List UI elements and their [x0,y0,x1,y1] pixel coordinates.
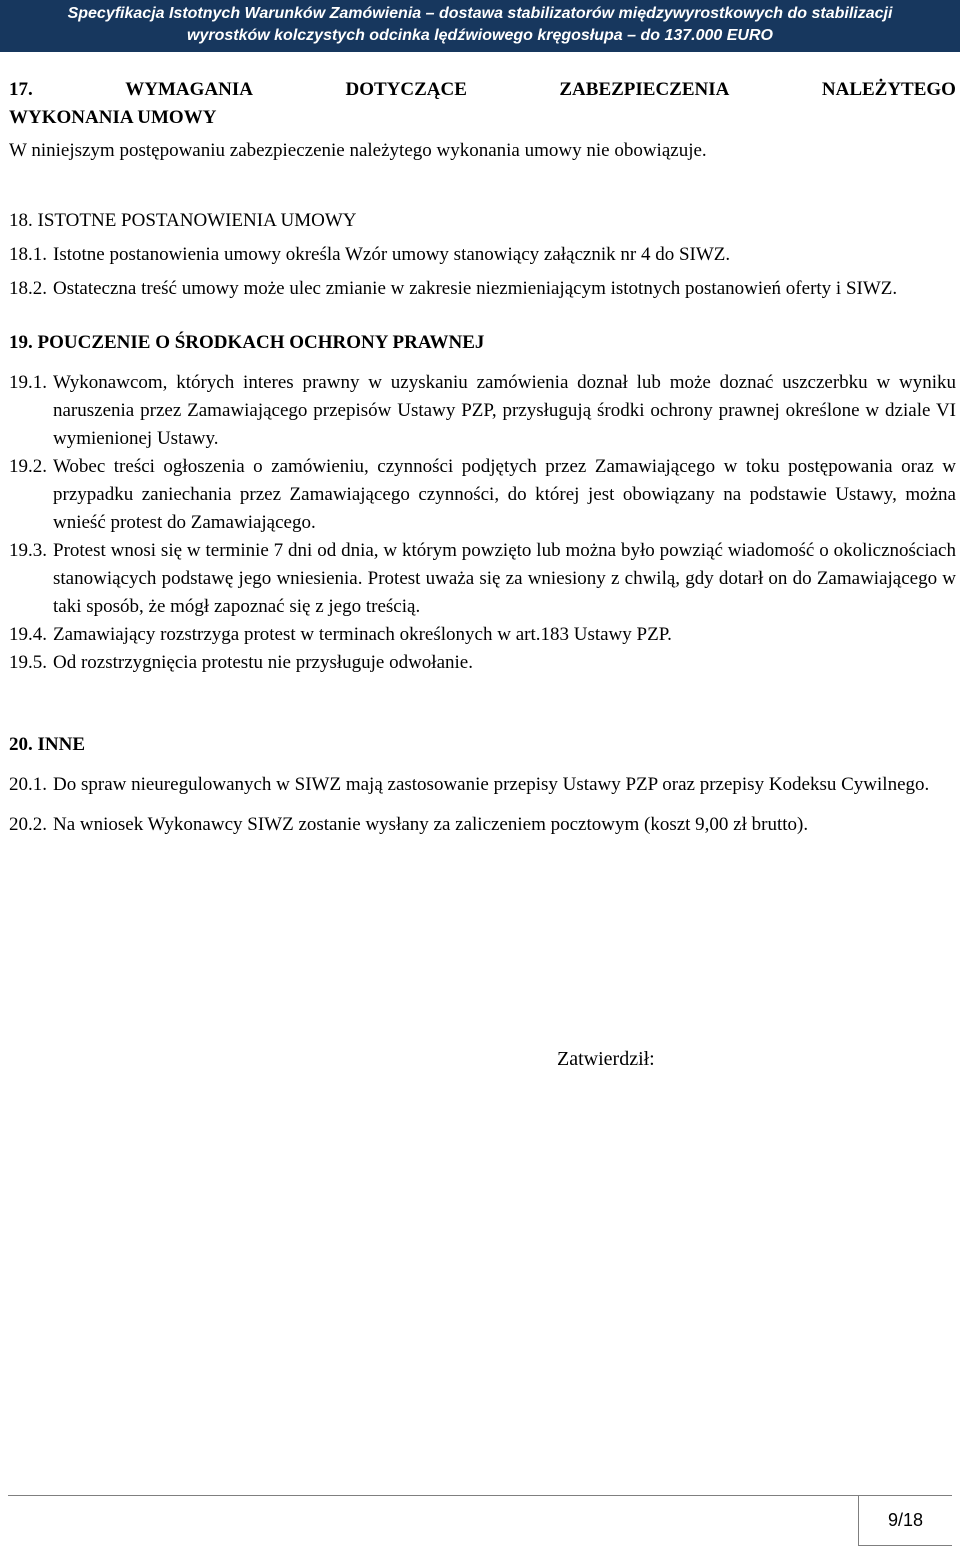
item-number: 20.2. [9,814,47,835]
section-19-title: 19. POUCZENIE O ŚRODKACH OCHRONY PRAWNEJ [9,332,485,353]
list-item-19-1 [9,369,956,453]
item-text: Na wniosek Wykonawcy SIWZ zostanie wysłany za zaliczeniem pocztowym (koszt 9,00 zł brutto). [53,814,809,835]
list-item-19-3 [9,537,956,621]
list-item-20-2 [9,811,956,839]
section-20-title: 20. INNE [9,734,86,755]
section-17-text: W niniejszym postępowaniu zabezpieczenie należytego wykonania umowy nie obowiązuje. [9,140,707,161]
title-word: ZABEZPIECZENIA [559,79,730,100]
item-text: Do spraw nieuregulowanych w SIWZ mają zastosowanie przepisy Ustawy PZP oraz przepisy Kodeksu Cywilnego. [53,774,930,795]
list-item-19-5 [9,649,956,677]
list-item-18-1 [9,241,956,269]
signature-label: Zatwierdził: [557,1048,655,1070]
title-word: NALEŻYTEGO [821,79,956,100]
document-header [0,0,960,52]
item-text: Protest wnosi się w terminie 7 dni od dnia, w którym powzięto lub można było powziąć wiadomość o okolicznościach stanowiących podstawę jego wniesienia. Protest uważa się za wniesiony z chwilą, gdy dotarł on do Zamawiającego w taki sposób, że mógł zapoznać się z jego treścią. [53,540,956,617]
item-number: 19.2. [9,456,47,477]
item-number: 19.1. [9,372,47,393]
section-17-title-line-2: WYKONANIA UMOWY [9,107,217,128]
item-number: 18.1. [9,244,47,265]
item-text: Wobec treści ogłoszenia o zamówieniu, czynności podjętych przez Zamawiającego w toku postępowania oraz w przypadku zaniechania przez Zamawiającego czynności, do której jest obowiązany na podstawie Ustawy, można wnieść protest do Zamawiającego. [53,456,956,533]
item-text: Ostateczna treść umowy może ulec zmianie w zakresie niezmieniającym istotnych postanowień oferty i SIWZ. [53,278,898,299]
title-word: DOTYCZĄCE [345,79,467,100]
page-number: 9/18 [858,1495,952,1546]
item-text: Od rozstrzygnięcia protestu nie przysługuje odwołanie. [53,652,473,673]
section-17-title [9,76,956,104]
item-text: Zamawiający rozstrzyga protest w terminach określonych w art.183 Ustawy PZP. [53,624,672,645]
title-word: WYMAGANIA [125,79,253,100]
document-body [9,72,956,839]
title-word: 17. [9,79,33,100]
section-18-title: 18. ISTOTNE POSTANOWIENIA UMOWY [9,210,357,231]
list-item-19-4 [9,621,956,649]
item-number: 19.3. [9,540,47,561]
list-item-20-1 [9,771,956,799]
list-item-19-2 [9,453,956,537]
footer-divider [8,1495,952,1496]
item-number: 18.2. [9,278,47,299]
item-text: Wykonawcom, których interes prawny w uzyskaniu zamówienia doznał lub może doznać uszczerbku w wyniku naruszenia przez Zamawiającego przepisów Ustawy PZP, przysługują środki ochrony prawnej określone w dziale VI wymienionej Ustawy. [53,372,956,449]
item-number: 20.1. [9,774,47,795]
header-line-2: wyrostków kolczystych odcinka lędźwiowego kręgosłupa – do 137.000 EURO [187,27,773,44]
header-line-1: Specyfikacja Istotnych Warunków Zamówienia – dostawa stabilizatorów międzywyrostkowych do stabilizacji [67,5,893,22]
item-text: Istotne postanowienia umowy określa Wzór umowy stanowiący załącznik nr 4 do SIWZ. [53,244,731,265]
item-number: 19.4. [9,624,47,645]
list-item-18-2 [9,275,956,303]
item-number: 19.5. [9,652,47,673]
